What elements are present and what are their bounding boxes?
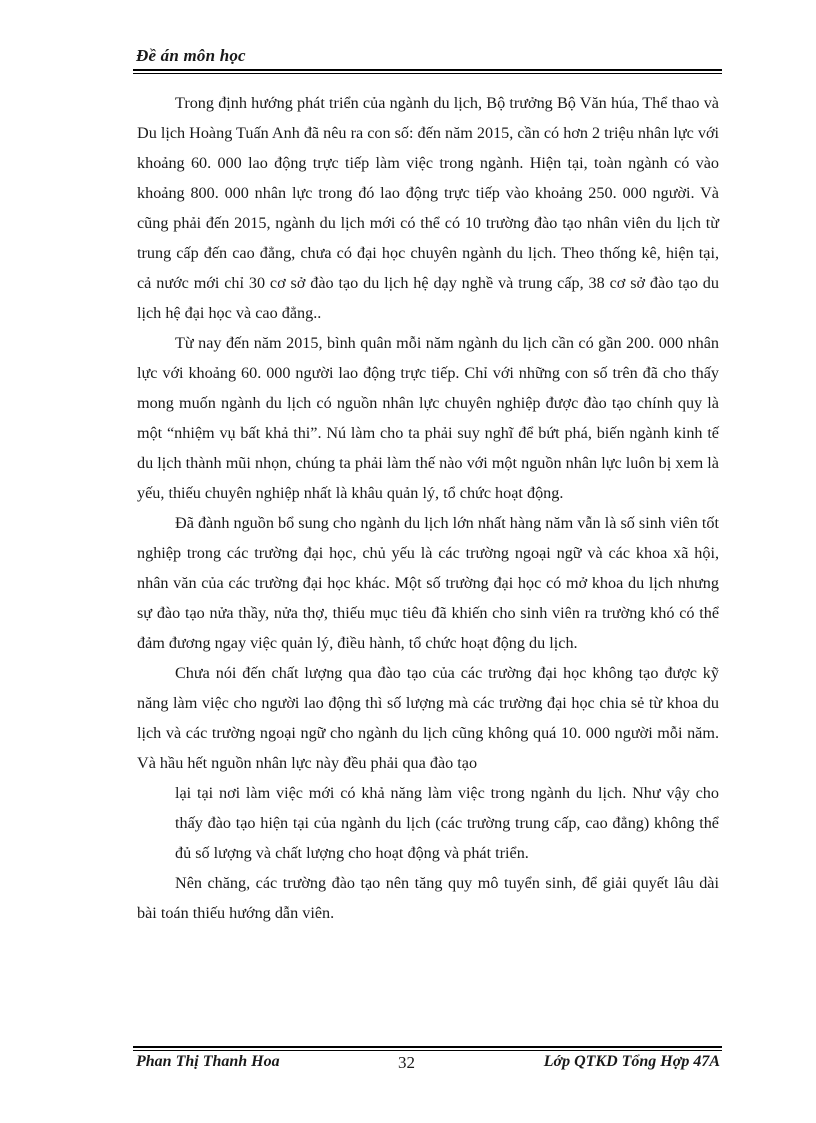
- paragraph-4: Chưa nói đến chất lượng qua đào tạo của các trường đại học không tạo được kỹ năng làm việc cho người lao động thì số lượng mà các trường đại học chia sẻ từ khoa du lịch và các trường ngoại ngữ cho ngành du lịch cũng không quá 10. 000 người mỗi năm. Và hầu hết nguồn nhân lực này đều phải qua đào tạo: [137, 664, 719, 772]
- document-header-title: Đề án môn học: [136, 46, 246, 65]
- document-body: [137, 88, 719, 928]
- document-footer: [133, 1053, 722, 1079]
- footer-class-name: Lớp QTKD Tổng Hợp 47A: [543, 1053, 720, 1070]
- paragraph-4-continued: lại tại nơi làm việc mới có khả năng làm việc trong ngành du lịch. Như vậy cho thấy đào tạo hiện tại của ngành du lịch (các trường trung cấp, cao đẳng) không thể đủ số lượng và chất lượng cho hoạt động và phát triển.: [175, 784, 719, 862]
- paragraph-3: Đã đành nguồn bổ sung cho ngành du lịch lớn nhất hàng năm vẫn là số sinh viên tốt nghiệp trong các trường đại học, chủ yếu là các trường ngoại ngữ và các khoa xã hội, nhân văn của các trường đại học khác. Một số trường đại học có mở khoa du lịch nhưng sự đào tạo nửa thầy, nửa thợ, thiếu mục tiêu đã khiến cho sinh viên ra trường khó có thể đảm đương ngay việc quản lý, điều hành, tổ chức hoạt động du lịch.: [137, 514, 719, 652]
- paragraph-2: Từ nay đến năm 2015, bình quân mỗi năm ngành du lịch cần có gần 200. 000 nhân lực với khoảng 60. 000 người lao động trực tiếp. Chỉ với những con số trên đã cho thấy mong muốn ngành du lịch có nguồn nhân lực chuyên nghiệp được đào tạo chính quy là một “nhiệm vụ bất khả thi”. Nú làm cho ta phải suy nghĩ để bứt phá, biến ngành kinh tế du lịch thành mũi nhọn, chúng ta phải làm thế nào với một nguồn nhân lực luôn bị xem là yếu, thiếu chuyên nghiệp nhất là khâu quản lý, tổ chức hoạt động.: [137, 334, 719, 502]
- footer-author: Phan Thị Thanh Hoa: [136, 1053, 280, 1070]
- page-number: 32: [398, 1053, 415, 1072]
- footer-divider: [133, 1046, 722, 1048]
- paragraph-5: Nên chăng, các trường đào tạo nên tăng quy mô tuyển sinh, để giải quyết lâu dài bài toán thiếu hướng dẫn viên.: [137, 874, 719, 922]
- paragraph-1: Trong định hướng phát triển của ngành du lịch, Bộ trưởng Bộ Văn húa, Thể thao và Du lịch Hoàng Tuấn Anh đã nêu ra con số: đến năm 2015, cần có hơn 2 triệu nhân lực với khoảng 60. 000 lao động trực tiếp làm việc trong ngành. Hiện tại, toàn ngành có vào khoảng 800. 000 nhân lực trong đó lao động trực tiếp vào khoảng 250. 000 người. Và cũng phải đến 2015, ngành du lịch mới có thể có 10 trường đào tạo nhân viên du lịch từ trung cấp đến cao đẳng, chưa có đại học chuyên ngành du lịch. Theo thống kê, hiện tại, cả nước mới chỉ 30 cơ sở đào tạo du lịch hệ dạy nghề và trung cấp, 38 cơ sở đào tạo du lịch hệ đại học và cao đẳng..: [137, 94, 720, 322]
- header-divider-thin: [133, 73, 722, 74]
- footer-divider-thin: [133, 1050, 722, 1051]
- header-divider: [133, 69, 722, 71]
